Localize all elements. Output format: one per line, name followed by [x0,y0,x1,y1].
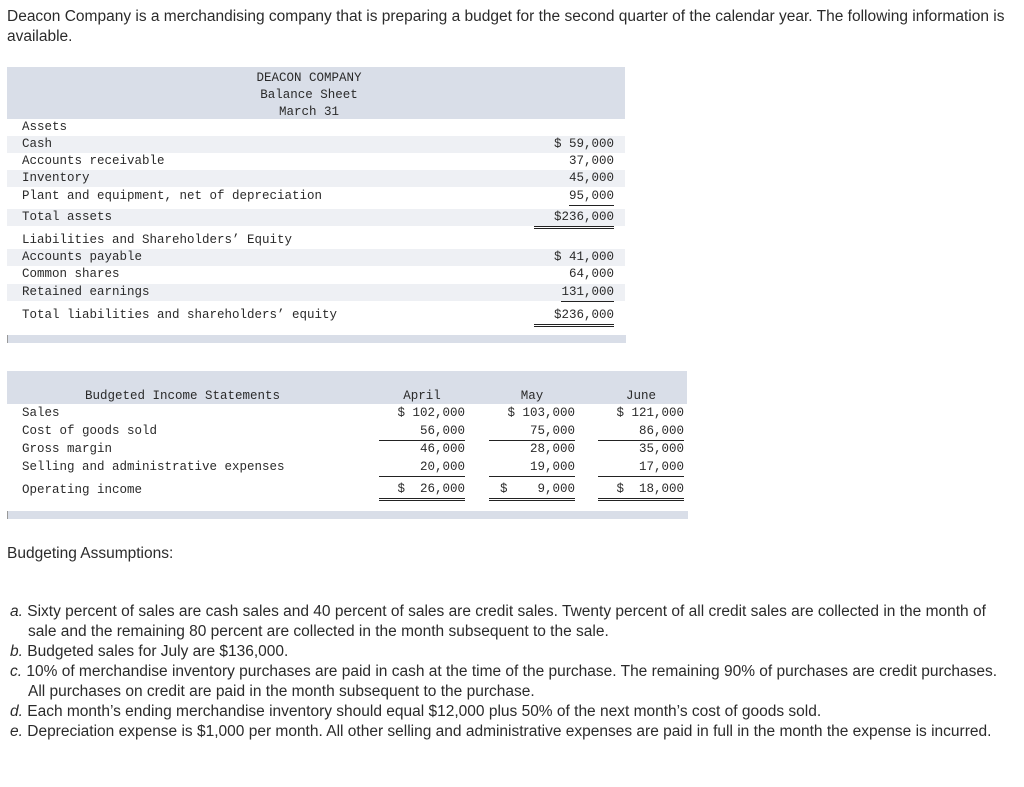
income-value: $ 26,000 [379,481,465,501]
income-value: $ 18,000 [598,481,684,501]
income-label-gross-margin: Gross margin [22,442,113,456]
income-value: 19,000 [489,459,575,477]
month-may: May [520,389,544,403]
bs-row: Inventory 45,000 [7,170,625,187]
income-value: 17,000 [598,459,684,477]
list-item: c. 10% of merchandise inventory purchases are paid in cash at the time of the purchase. The remaining 90% of purchases are credit purchases. All purchases on credit are paid in the month subsequent to the purchase. [10,663,998,700]
company-name: DEACON COMPANY [256,71,362,85]
income-label-sales: Sales [22,406,60,420]
income-label-cogs: Cost of goods sold [22,424,158,438]
income-value: 56,000 [379,423,465,441]
income-value: 75,000 [489,423,575,441]
assets-heading: Assets [22,120,68,134]
income-value: 35,000 [638,442,684,456]
bs-row: Accounts payable $ 41,000 [7,249,625,266]
income-value: 46,000 [419,442,465,456]
bs-row: Retained earnings 131,000 [7,284,625,301]
income-footer [7,511,688,519]
list-item: e. Depreciation expense is $1,000 per month. All other selling and administrative expenses are paid in full in the month the expense is incurred. [10,723,992,740]
list-item: d. Each month’s ending merchandise inventory should equal $12,000 plus 50% of the next month’s cost of goods sold. [10,703,822,720]
income-heading: Budgeted Income Statements [85,389,281,403]
income-value: $ 121,000 [616,406,684,420]
bs-row: Cash $ 59,000 [7,136,625,153]
income-value: $ 102,000 [397,406,465,420]
income-value: 86,000 [598,423,684,441]
income-value: $ 9,000 [489,481,575,501]
income-value: 28,000 [529,442,575,456]
income-value: $ 103,000 [507,406,575,420]
intro-text: Deacon Company is a merchandising company that is preparing a budget for the second quarter of the calendar year. The following information is available. [7,8,1005,45]
statement-date: March 31 [278,105,339,119]
list-item: a. Sixty percent of sales are cash sales and 40 percent of sales are credit sales. Twenty percent of all credit sales are collected in the month of sale and the remaining 80 percent are collected in the month subsequent to the sale. [10,603,986,640]
liabilities-heading: Liabilities and Shareholders’ Equity [22,233,293,247]
bs-row: Plant and equipment, net of depreciation 95,000 [7,188,625,205]
income-value: 20,000 [379,459,465,477]
balance-sheet-footer [7,335,626,343]
statement-title: Balance Sheet [260,88,358,102]
list-item: b. Budgeted sales for July are $136,000. [10,643,289,660]
income-label-sa-expenses: Selling and administrative expenses [22,460,285,474]
bs-total-row: Total liabilities and shareholders’ equity $236,000 [7,307,625,324]
assumptions-title: Budgeting Assumptions: [7,545,174,562]
balance-sheet-header [7,67,625,119]
income-label-operating-income: Operating income [22,483,143,497]
month-april: April [403,389,441,403]
balance-sheet [7,67,625,322]
month-june: June [625,389,656,403]
assumptions-list [10,602,1010,742]
bs-row: Accounts receivable 37,000 [22,154,614,168]
bs-row: Common shares 64,000 [22,267,614,281]
bs-total-row: Total assets $236,000 [7,209,625,226]
